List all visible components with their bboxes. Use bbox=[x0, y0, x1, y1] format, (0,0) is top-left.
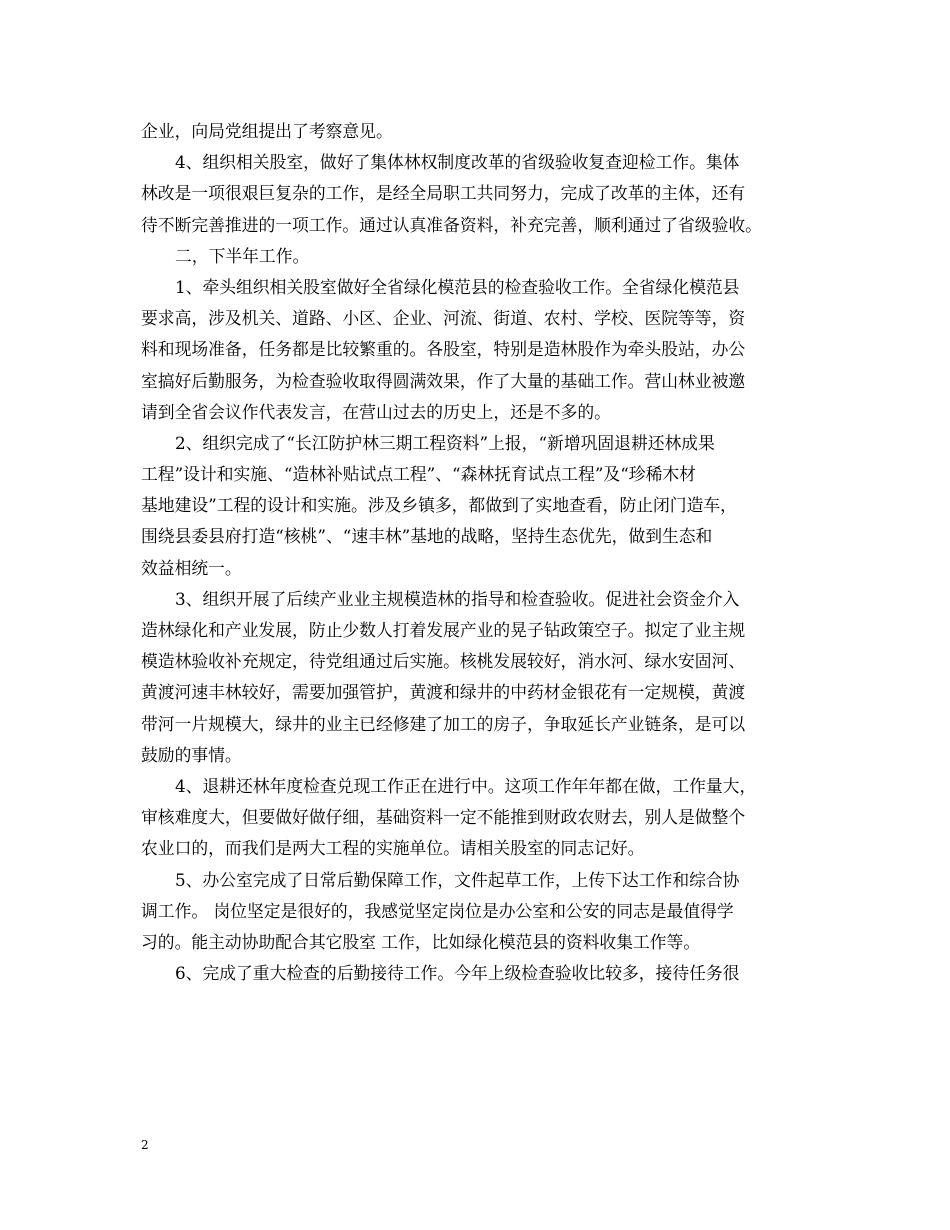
text-line: 2、组织完成了“长江防护林三期工程资料”上报，“新增巩固退耕还林成果 bbox=[175, 432, 715, 453]
text-line: 造林绿化和产业发展，防止少数人打着发展产业的晃子钻政策空子。拟定了业主规 bbox=[141, 620, 746, 640]
paragraph-p-second-half-3 bbox=[141, 584, 827, 771]
paragraph-p-second-half-4 bbox=[141, 771, 827, 865]
text-line: 料和现场准备，任务都是比较繁重的。各股室，特别是造林股作为牵头股站，办公 bbox=[141, 339, 746, 360]
text-line: 黄渡河速丰林较好，需要加强管护，黄渡和绿井的中药材金银花有一定规模，黄渡 bbox=[141, 682, 746, 703]
paragraph-p-first-half-4 bbox=[141, 147, 827, 241]
paragraph-p-intro-tail bbox=[141, 116, 827, 147]
text-line: 农业口的，而我们是两大工程的实施单位。请相关股室的同志记好。 bbox=[141, 838, 645, 859]
paragraph-p-second-half-5 bbox=[141, 865, 827, 959]
text-line: 6、完成了重大检查的后勤接待工作。今年上级检查验收比较多，接待任务很 bbox=[175, 963, 740, 984]
text-line: 工程”设计和实施、“造林补贴试点工程”、“森林抚育试点工程”及“珍稀木材 bbox=[141, 464, 696, 485]
text-line: 3、组织开展了后续产业业主规模造林的指导和检查验收。促进社会资金介入 bbox=[175, 588, 740, 609]
text-line: 围绕县委县府打造“核桃”、“速丰林”基地的战略，坚持生态优先，做到生态和 bbox=[141, 526, 713, 547]
text-line: 鼓励的事情。 bbox=[141, 744, 242, 765]
text-line: 效益相统一。 bbox=[141, 557, 242, 578]
text-line: 审核难度大，但要做好做仔细，基础资料一定不能推到财政农财去，别人是做整个 bbox=[141, 807, 746, 828]
paragraph-p-second-half-2 bbox=[141, 428, 827, 584]
text-line: 待不断完善推进的一项工作。通过认真准备资料，补充完善，顺利通过了省级验收。 bbox=[141, 214, 762, 235]
text-line: 习的。能主动协助配合其它股室 工作，比如绿化模范县的资料收集工作等。 bbox=[141, 931, 701, 952]
page-number: 2 bbox=[141, 1138, 149, 1152]
text-line: 基地建设”工程的设计和实施。涉及乡镇多，都做到了实地查看，防止闭门造车， bbox=[141, 495, 737, 516]
text-line: 4、退耕还林年度检查兑现工作正在进行中。这项工作年年都在做，工作量大， bbox=[175, 775, 757, 796]
text-line: 企业，向局党组提出了考察意见。 bbox=[141, 121, 393, 141]
text-line: 5、办公室完成了日常后勤保障工作，文件起草工作，上传下达工作和综合协 bbox=[175, 869, 740, 890]
text-line: 模造林验收补充规定，待党组通过后实施。核桃发展较好，消水河、绿水安固河、 bbox=[141, 651, 746, 672]
text-line: 带河一片规模大，绿井的业主已经修建了加工的房子，争取延长产业链条，是可以 bbox=[141, 713, 746, 734]
text-line: 要求高，涉及机关、道路、小区、企业、河流、街道、农村、学校、医院等等，资 bbox=[141, 308, 746, 329]
text-line: 林改是一项很艰巨复杂的工作，是经全局职工共同努力，完成了改革的主体，还有 bbox=[141, 183, 746, 204]
paragraph-heading-second-half bbox=[141, 241, 827, 272]
text-line: 二，下半年工作。 bbox=[175, 245, 310, 266]
document-body bbox=[141, 116, 827, 989]
text-line: 4、组织相关股室，做好了集体林权制度改革的省级验收复查迎检工作。集体 bbox=[175, 152, 740, 173]
text-line: 1、牵头组织相关股室做好全省绿化模范县的检查验收工作。全省绿化模范县 bbox=[175, 276, 740, 297]
text-line: 请到全省会议作代表发言，在营山过去的历史上，还是不多的。 bbox=[141, 401, 611, 422]
text-line: 调工作。 岗位坚定是很好的，我感觉坚定岗位是办公室和公安的同志是最值得学 bbox=[141, 900, 734, 921]
paragraph-p-second-half-1 bbox=[141, 272, 827, 428]
paragraph-p-second-half-6 bbox=[141, 958, 827, 989]
text-line: 室搞好后勤服务，为检查验收取得圆满效果，作了大量的基础工作。营山林业被邀 bbox=[141, 370, 746, 391]
